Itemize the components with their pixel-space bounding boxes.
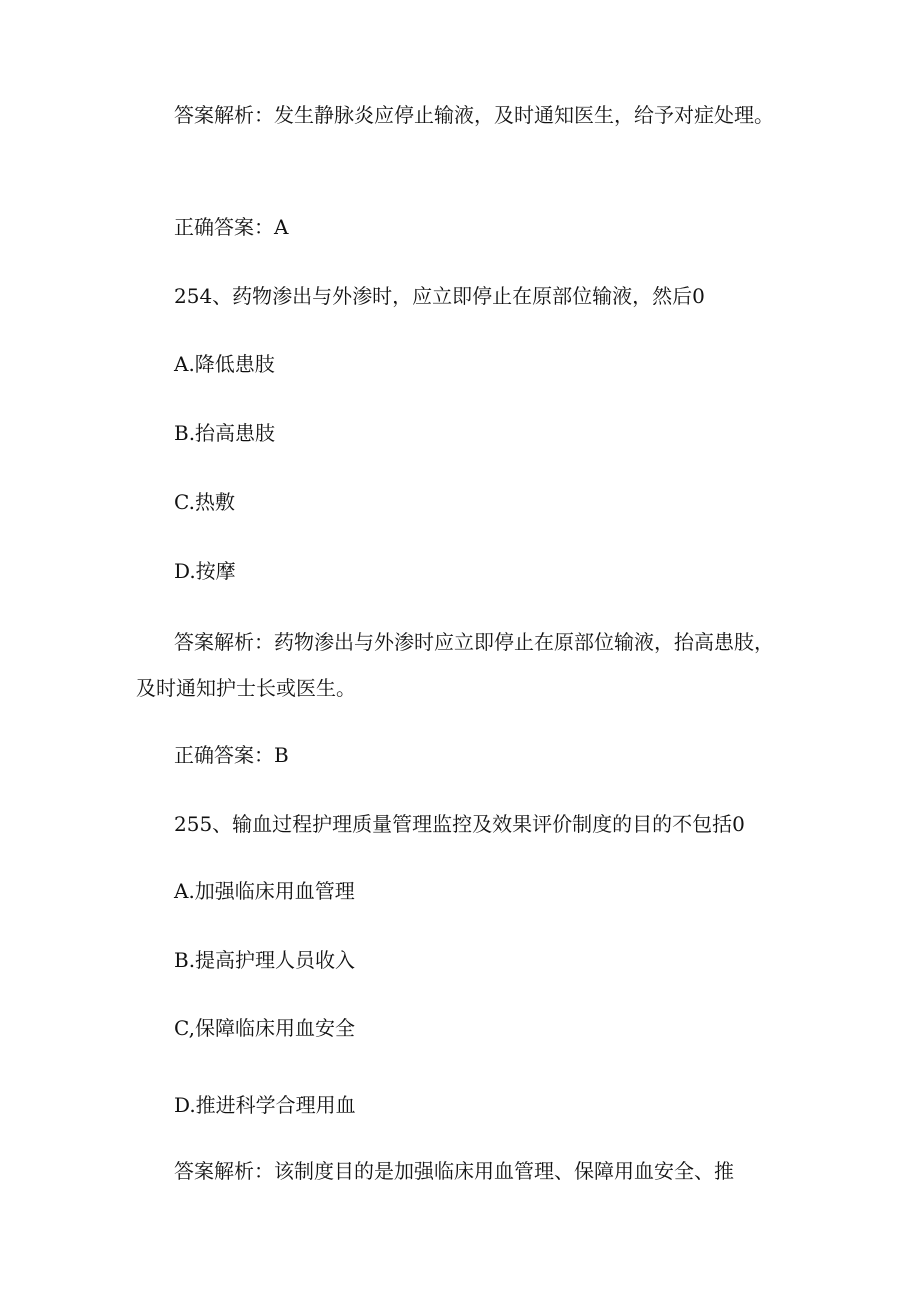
explanation-253: 答案解析：发生静脉炎应停止输液，及时通知医生，给予对症处理。 [174,103,774,127]
option-255-c: C,保障临床用血安全 [174,1016,355,1040]
question-255: 255、输血过程护理质量管理监控及效果评价制度的目的不包括0 [174,812,745,836]
question-254: 254、药物渗出与外渗时，应立即停止在原部位输液，然后0 [174,284,705,308]
explanation-254: 答案解析：药物渗出与外渗时应立即停止在原部位输液，抬高患肢，及时通知护士长或医生。 [136,630,774,700]
option-255-d: D.推进科学合理用血 [174,1093,356,1117]
option-254-d: D.按摩 [174,559,236,583]
option-254-b: B.抬高患肢 [174,421,276,445]
option-255-b: B.提高护理人员收入 [174,948,356,972]
answer-254: 正确答案：B [174,743,289,767]
explanation-255: 答案解析：该制度目的是加强临床用血管理、保障用血安全、推 [174,1159,734,1183]
option-255-a: A.加强临床用血管理 [174,879,355,903]
answer-253: 正确答案：A [174,215,289,239]
option-254-c: C.热敷 [174,490,235,514]
option-254-a: A.降低患肢 [174,352,275,376]
